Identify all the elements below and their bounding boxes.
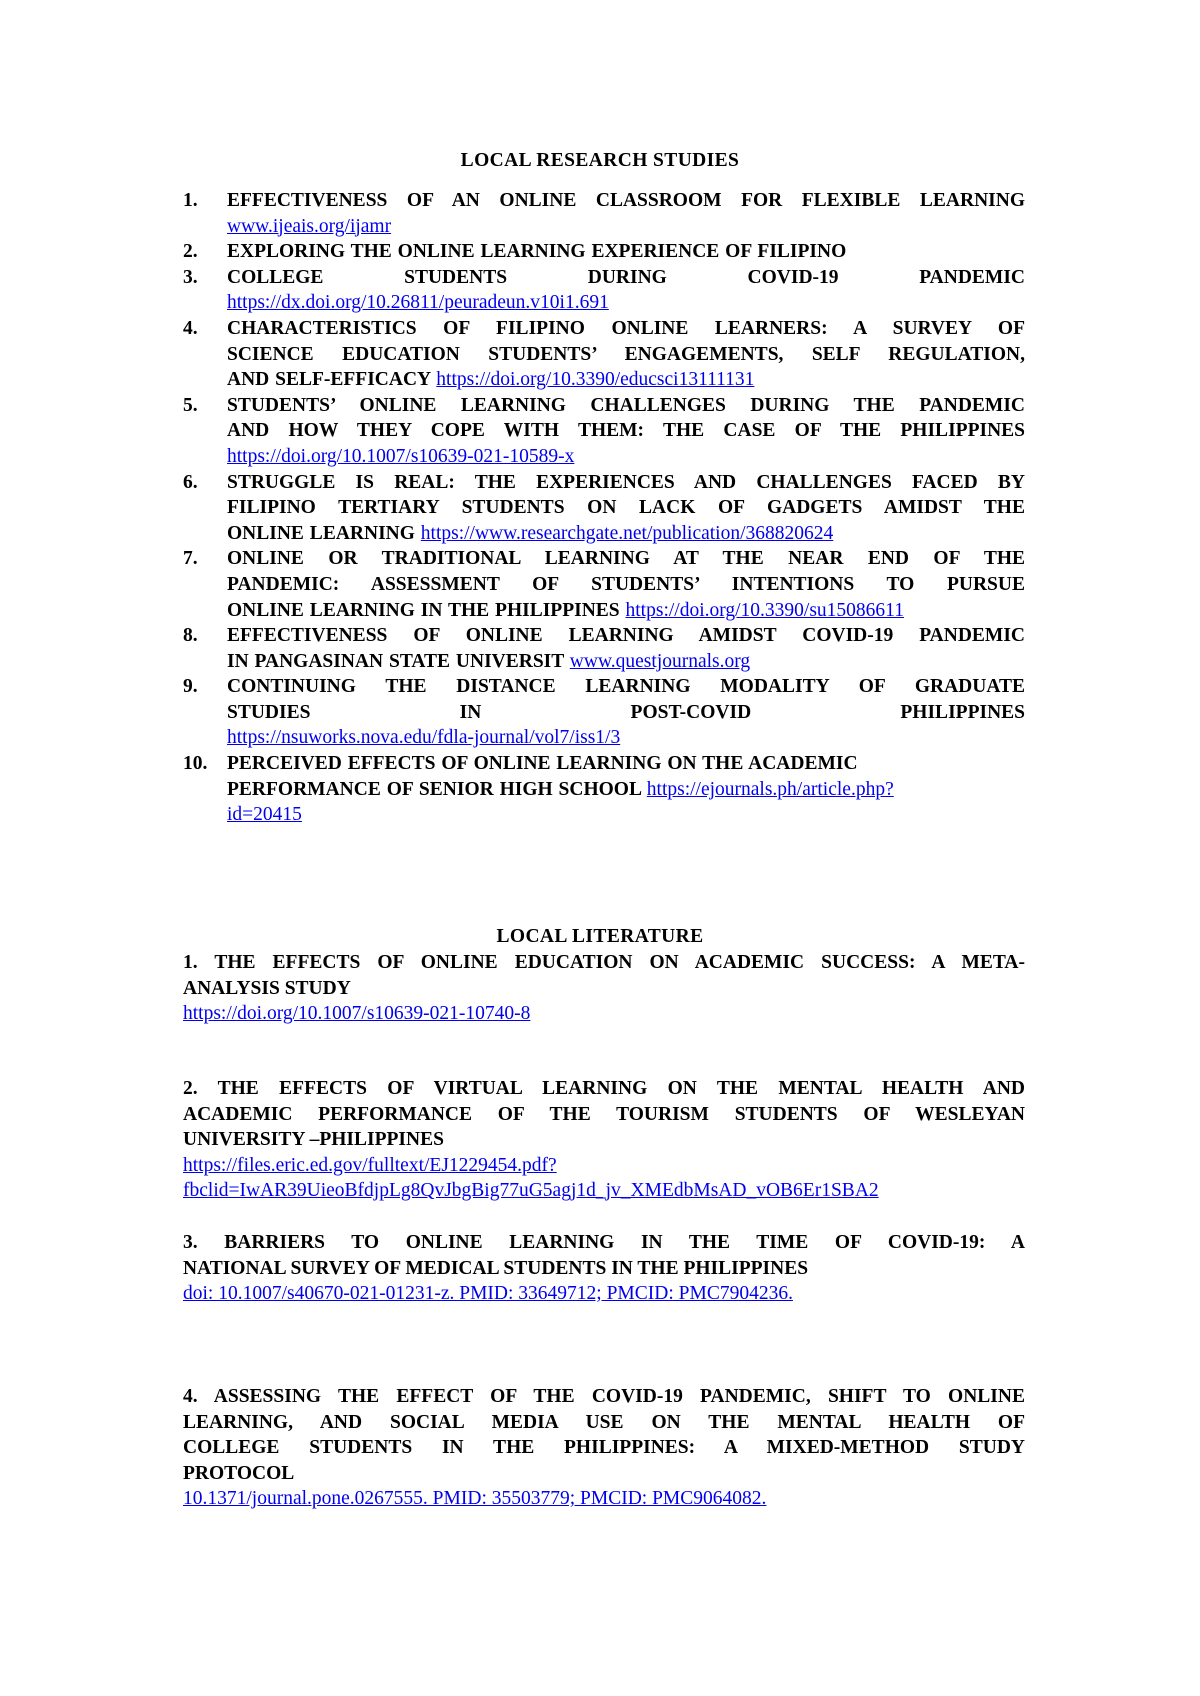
literature-item <box>183 1076 1025 1204</box>
list-item <box>183 623 1025 674</box>
literature-title-line: ACADEMIC PERFORMANCE OF THE TOURISM STUDENTS OF WESLEYAN <box>183 1103 1025 1125</box>
item-number: 1. <box>183 190 198 211</box>
literature-title-line: 2. THE EFFECTS OF VIRTUAL LEARNING ON THE MENTAL HEALTH AND <box>183 1078 1025 1099</box>
literature-title-line: 1. THE EFFECTS OF ONLINE EDUCATION ON ACADEMIC SUCCESS: A META- <box>183 952 1025 973</box>
item-title-line <box>227 367 1025 393</box>
item-title-text: AND SELF-EFFICACY <box>227 369 431 391</box>
item-title-line: EFFECTIVENESS OF AN ONLINE CLASSROOM FOR FLEXIBLE LEARNING <box>227 190 1025 211</box>
literature-title-line: NATIONAL SURVEY OF MEDICAL STUDENTS IN THE PHILIPPINES <box>183 1257 809 1279</box>
literature-title-line: 3. BARRIERS TO ONLINE LEARNING IN THE TIME OF COVID-19: A <box>183 1232 1025 1253</box>
item-title-line: ONLINE OR TRADITIONAL LEARNING AT THE NEAR END OF THE <box>227 548 1025 570</box>
study-link[interactable]: https://doi.org/10.3390/su15086611 <box>625 599 904 621</box>
item-title-text: IN PANGASINAN STATE UNIVERSIT <box>227 650 564 672</box>
study-link[interactable]: https://www.researchgate.net/publication/368820624 <box>420 522 834 544</box>
item-title-line: STUDENTS’ ONLINE LEARNING CHALLENGES DURING THE PANDEMIC <box>227 394 1025 416</box>
item-title-line: STUDIES IN POST-COVID PHILIPPINES <box>227 701 1025 723</box>
item-title-line <box>227 649 1025 675</box>
study-link[interactable]: www.ijeais.org/ijamr <box>227 215 392 237</box>
literature-item <box>183 1230 1025 1307</box>
item-title-line: SCIENCE EDUCATION STUDENTS’ ENGAGEMENTS, SELF REGULATION, <box>227 343 1025 365</box>
item-title-line: CHARACTERISTICS OF FILIPINO ONLINE LEARNERS: A SURVEY OF <box>227 317 1025 339</box>
study-link[interactable]: https://doi.org/10.3390/educsci13111131 <box>436 369 755 391</box>
list-item <box>183 751 1025 828</box>
literature-title-line: UNIVERSITY –PHILIPPINES <box>183 1129 444 1151</box>
literature-link[interactable]: doi: 10.1007/s40670-021-01231-z. PMID: 33649712; PMCID: PMC7904236. <box>183 1283 793 1305</box>
item-number: 5. <box>183 394 198 416</box>
list-item <box>183 470 1025 547</box>
item-title-text: ONLINE LEARNING <box>227 522 415 544</box>
section-heading-local-research-studies: LOCAL RESEARCH STUDIES <box>460 150 740 171</box>
literature-title-line: PROTOCOL <box>183 1462 295 1484</box>
item-title-line <box>227 598 1025 624</box>
study-link[interactable]: https://dx.doi.org/10.26811/peuradeun.v10i1.691 <box>227 292 609 314</box>
item-title-line: CONTINUING THE DISTANCE LEARNING MODALITY OF GRADUATE <box>227 676 1025 698</box>
list-item <box>183 188 1025 239</box>
item-number: 8. <box>183 625 198 647</box>
item-title-line: EXPLORING THE ONLINE LEARNING EXPERIENCE OF FILIPINO <box>227 241 847 263</box>
literature-link-continued[interactable]: fbclid=IwAR39UieoBfdjpLg8QvJbgBig77uG5agj1d_jv_XMEdbMsAD_vOB6Er1SBA2 <box>183 1180 879 1202</box>
item-number: 10. <box>183 753 208 775</box>
study-link[interactable]: https://nsuworks.nova.edu/fdla-journal/vol7/iss1/3 <box>227 727 621 749</box>
item-number: 7. <box>183 548 198 570</box>
list-item <box>183 239 1025 265</box>
literature-item <box>183 1384 1025 1512</box>
item-title-line: STRUGGLE IS REAL: THE EXPERIENCES AND CHALLENGES FACED BY <box>227 471 1025 493</box>
item-number: 9. <box>183 676 198 698</box>
literature-title-line: COLLEGE STUDENTS IN THE PHILIPPINES: A MIXED-METHOD STUDY <box>183 1437 1025 1459</box>
item-title-line: FILIPINO TERTIARY STUDENTS ON LACK OF GADGETS AMIDST THE <box>227 497 1025 519</box>
item-title-line: AND HOW THEY COPE WITH THEM: THE CASE OF THE PHILIPPINES <box>227 420 1025 442</box>
list-item <box>183 393 1025 470</box>
list-item <box>183 546 1025 623</box>
research-studies-list <box>183 188 1025 828</box>
section-heading-local-literature: LOCAL LITERATURE <box>496 926 704 947</box>
study-link[interactable]: www.questjournals.org <box>569 650 751 672</box>
literature-title-line: ANALYSIS STUDY <box>183 977 351 999</box>
literature-link[interactable]: https://doi.org/10.1007/s10639-021-10740-8 <box>183 1003 531 1025</box>
item-title-line: EFFECTIVENESS OF ONLINE LEARNING AMIDST COVID-19 PANDEMIC <box>227 625 1025 647</box>
study-link[interactable]: https://ejournals.ph/article.php? <box>646 778 894 800</box>
item-number: 2. <box>183 241 198 263</box>
item-number: 4. <box>183 317 198 339</box>
item-title-line <box>227 521 1025 547</box>
literature-item <box>183 950 1025 1027</box>
item-title-line: COLLEGE STUDENTS DURING COVID-19 PANDEMIC <box>227 266 1025 288</box>
literature-title-line: 4. ASSESSING THE EFFECT OF THE COVID-19 PANDEMIC, SHIFT TO ONLINE <box>183 1386 1025 1407</box>
list-item <box>183 265 1025 316</box>
study-link[interactable]: https://doi.org/10.1007/s10639-021-10589-x <box>227 445 575 467</box>
item-title-text: ONLINE LEARNING IN THE PHILIPPINES <box>227 599 620 621</box>
item-number: 3. <box>183 266 198 288</box>
literature-link[interactable]: 10.1371/journal.pone.0267555. PMID: 35503779; PMCID: PMC9064082. <box>183 1488 767 1510</box>
study-link-continued[interactable]: id=20415 <box>227 804 302 826</box>
item-title-text: PERFORMANCE OF SENIOR HIGH SCHOOL <box>227 778 641 800</box>
item-title-line: PERCEIVED EFFECTS OF ONLINE LEARNING ON THE ACADEMIC <box>227 753 858 775</box>
list-item <box>183 674 1025 751</box>
item-title-line <box>227 777 1025 803</box>
literature-link[interactable]: https://files.eric.ed.gov/fulltext/EJ1229454.pdf? <box>183 1154 557 1176</box>
literature-title-line: LEARNING, AND SOCIAL MEDIA USE ON THE MENTAL HEALTH OF <box>183 1411 1025 1433</box>
item-title-line: PANDEMIC: ASSESSMENT OF STUDENTS’ INTENTIONS TO PURSUE <box>227 573 1025 595</box>
item-number: 6. <box>183 471 198 493</box>
list-item <box>183 316 1025 393</box>
